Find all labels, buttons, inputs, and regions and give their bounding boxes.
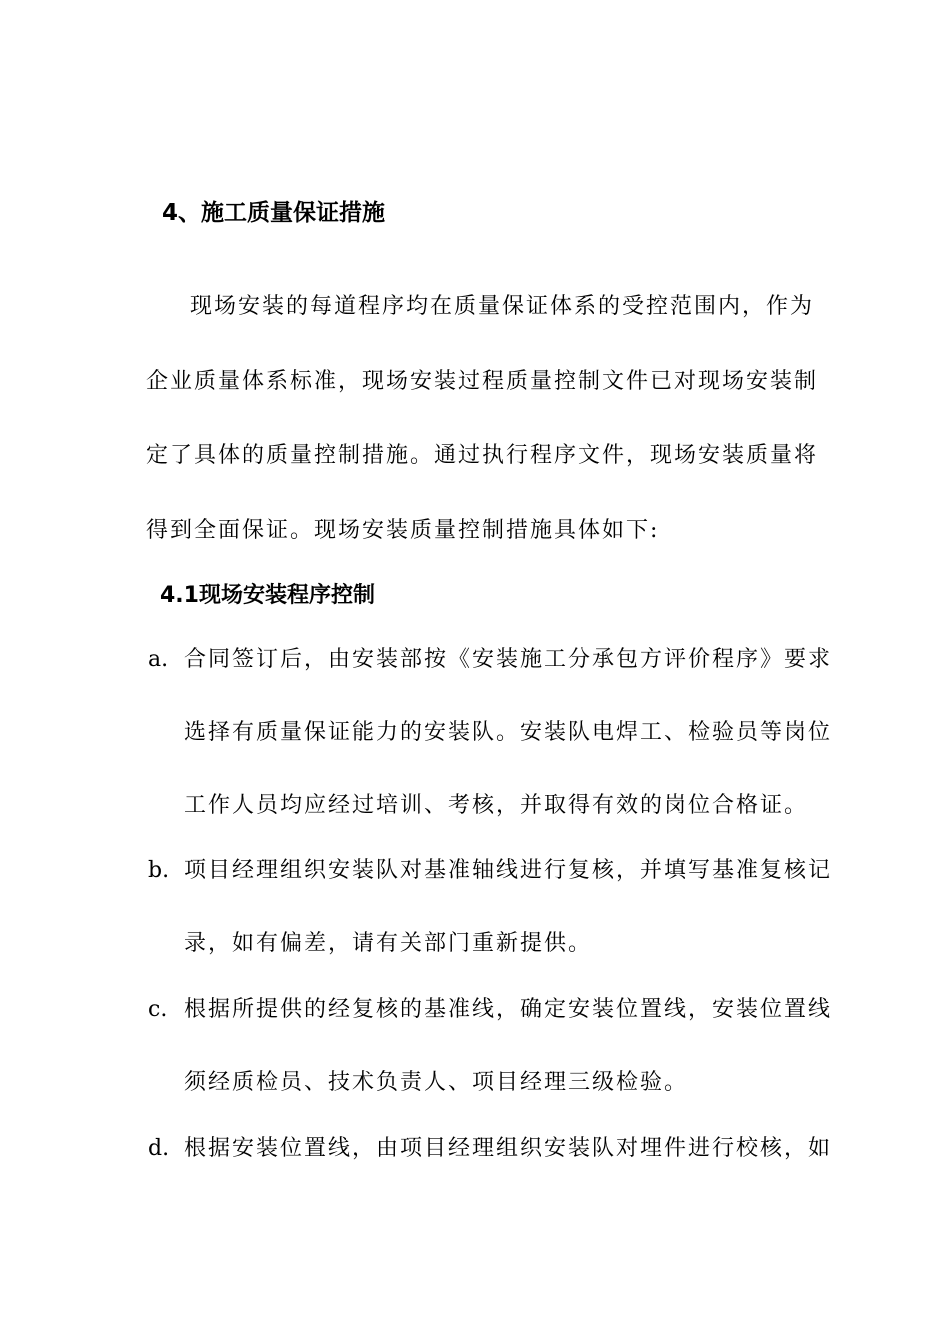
item-marker: b. xyxy=(148,858,170,883)
intro-line: 企业质量体系标准，现场安装过程质量控制文件已对现场安装制 xyxy=(146,369,819,394)
item-marker: d. xyxy=(148,1136,170,1161)
item-text: 合同签订后，由安装部按《安装施工分承包方评价程序》要求 xyxy=(184,647,833,672)
list-item-line: 录，如有偏差，请有关部门重新提供。 xyxy=(184,931,593,956)
intro-line: 定了具体的质量控制措施。通过执行程序文件，现场安装质量将 xyxy=(146,443,819,468)
item-marker: c. xyxy=(148,997,168,1022)
item-text: 项目经理组织安装队对基准轴线进行复核，并填写基准复核记 xyxy=(184,858,833,883)
list-item-line xyxy=(148,644,832,676)
intro-line: 现场安装的每道程序均在质量保证体系的受控范围内，作为 xyxy=(190,294,815,319)
list-item-line: 工作人员均应经过培训、考核，并取得有效的岗位合格证。 xyxy=(184,793,809,818)
list-item-line: 须经质检员、技术负责人、项目经理三级检验。 xyxy=(184,1070,689,1095)
item-text: 根据安装位置线，由项目经理组织安装队对埋件进行校核，如 xyxy=(184,1136,833,1161)
list-item-line: 选择有质量保证能力的安装队。安装队电焊工、检验员等岗位 xyxy=(184,720,833,745)
subsection-title: 4.1现场安装程序控制 xyxy=(160,583,375,608)
list-item-line xyxy=(148,1133,832,1165)
list-item-line xyxy=(148,855,832,887)
item-text: 根据所提供的经复核的基准线，确定安装位置线，安装位置线 xyxy=(184,997,833,1022)
list-item-line xyxy=(148,994,832,1026)
item-marker: a. xyxy=(148,647,169,672)
intro-line: 得到全面保证。现场安装质量控制措施具体如下: xyxy=(146,518,660,543)
section-title: 4、施工质量保证措施 xyxy=(162,200,386,226)
